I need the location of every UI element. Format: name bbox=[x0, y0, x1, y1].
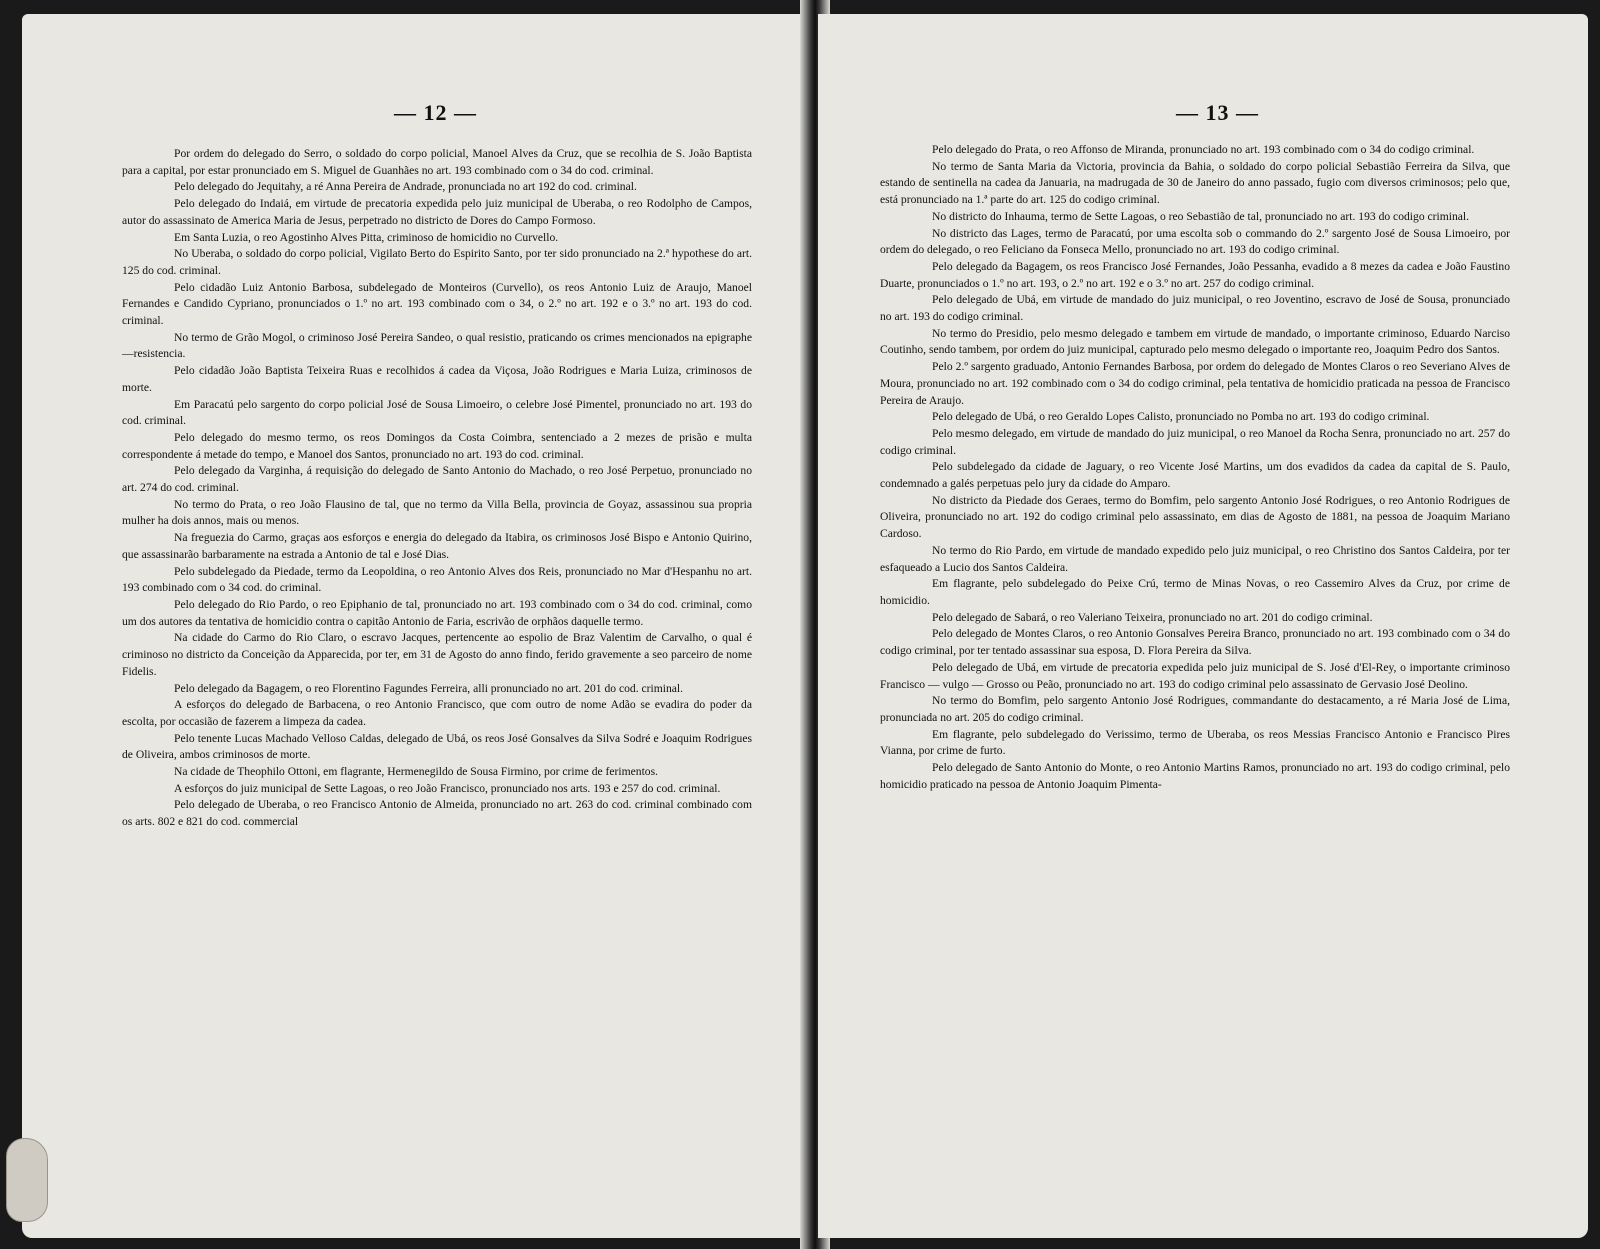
right-page bbox=[818, 14, 1588, 1238]
paragraph: Pelo subdelegado da Piedade, termo da Leopoldina, o reo Antonio Alves dos Reis, pronunciado no Mar d'Hespanhu no art. 193 combinado com o 34 cod. do criminal. bbox=[122, 564, 752, 595]
left-page bbox=[22, 14, 810, 1238]
paragraph: Pelo cidadão João Baptista Teixeira Ruas e recolhidos á cadea da Viçosa, João Rodrigues e Maria Luiza, criminosos de morte. bbox=[122, 364, 752, 394]
paragraph: Pelo delegado de Sabará, o reo Valeriano Teixeira, pronunciado no art. 201 do codigo criminal. bbox=[932, 610, 1373, 624]
paragraph: Em Santa Luzia, o reo Agostinho Alves Pitta, criminoso de homicidio no Curvello. bbox=[174, 230, 559, 244]
paragraph: A esforços do juiz municipal de Sette Lagoas, o reo João Francisco, pronunciado nos arts. 193 e 257 do cod. criminal. bbox=[174, 781, 721, 795]
paragraph: Pelo mesmo delegado, em virtude de mandado do juiz municipal, o reo Manoel da Rocha Senra, pronunciado no art. 257 do codigo criminal. bbox=[880, 426, 1510, 457]
paragraph: No districto do Inhauma, termo de Sette Lagoas, o reo Sebastião de tal, pronunciado no art. 193 do codigo criminal. bbox=[932, 209, 1470, 223]
right-page-body bbox=[880, 143, 1510, 793]
paragraph: Pelo delegado do Indaiá, em virtude de precatoria expedida pelo juiz municipal de Uberaba, o reo Rodolpho de Campos, autor do assassinato de America Maria de Jesus, perpetrado no districto de Dores do Campo Formoso. bbox=[122, 197, 752, 227]
paragraph: No termo do Presidio, pelo mesmo delegado e tambem em virtude de mandado, o importante criminoso, Eduardo Narciso Coutinho, sendo tambem, por ordem do juiz municipal, capturado pelo mesmo delegado o importante reo, Joaquim Pedro dos Santos. bbox=[880, 326, 1510, 357]
thumb-image bbox=[6, 1138, 48, 1222]
paragraph: A esforços do delegado de Barbacena, o reo Antonio Francisco, que com outro de nome Adão se evadira do poder da escolta, por occasião de fazerem a limpeza da cadea. bbox=[122, 698, 752, 728]
paragraph: No termo de Santa Maria da Victoria, provincia da Bahia, o soldado do corpo policial Sebastião Ferreira da Silva, que estando de sentinella na cadea da Januaria, na madrugada de 30 de Janeiro do anno passado, fugio com diversos criminosos; pelo que, está pronunciado na 1.ª parte do art. 125 do codigo criminal. bbox=[880, 159, 1510, 207]
paragraph: Pelo delegado da Varginha, á requisição do delegado de Santo Antonio do Machado, o reo José Perpetuo, pronunciado no art. 274 do cod. criminal. bbox=[122, 464, 752, 495]
paragraph: No districto das Lages, termo de Paracatú, por uma escolta sob o commando do 2.º sargento José de Sousa Limoeiro, por ordem do delegado, o reo Feliciano da Fonseca Mello, pronunciado no art. 193 do codigo criminal. bbox=[880, 226, 1510, 257]
paragraph: Pelo delegado de Ubá, em virtude de precatoria expedida pelo juiz municipal de S. José d'El-Rey, o importante criminoso Francisco — vulgo — Grosso ou Peão, pronunciado no art. 193 do codigo criminal pelo assassinato de Gervasio José Deolino. bbox=[880, 660, 1510, 691]
paragraph: Pelo delegado do mesmo termo, os reos Domingos da Costa Coimbra, sentenciado a 2 mezes de prisão e multa correspondente á metade do tempo, e Manoel dos Santos, pronunciado no art. 193 do cod. criminal. bbox=[122, 430, 752, 461]
paragraph: Pelo delegado da Bagagem, o reo Florentino Fagundes Ferreira, alli pronunciado no art. 201 do cod. criminal. bbox=[174, 681, 684, 695]
paragraph: No districto da Piedade dos Geraes, termo do Bomfim, pelo sargento Antonio José Rodrigues, o reo Antonio Rodrigues de Oliveira, pronunciado no art. 192 do codigo criminal pelo assassinato, em dias de Agosto de 1881, na pessoa de Joaquim Mariano Cardoso. bbox=[880, 493, 1510, 541]
paragraph: Na cidade do Carmo do Rio Claro, o escravo Jacques, pertencente ao espolio de Braz Valentim de Carvalho, o qual é criminoso no districto da Conceição da Apparecida, por ter, em 31 de Agosto do anno findo, ferido gravemente a seo parceiro de nome Fidelis. bbox=[122, 631, 752, 678]
paragraph: Pelo tenente Lucas Machado Velloso Caldas, delegado de Ubá, os reos José Gonsalves da Silva Sodré e Joaquim Rodrigues de Oliveira, ambos criminosos de morte. bbox=[122, 731, 752, 762]
page-number-right: — 13 — bbox=[1176, 100, 1259, 125]
left-page-body bbox=[122, 146, 752, 831]
paragraph: Pelo delegado de Santo Antonio do Monte, o reo Antonio Martins Ramos, pronunciado no art. 193 do codigo criminal, pelo homicidio praticado na pessoa de Antonio Joaquim Pimenta- bbox=[880, 761, 1510, 791]
paragraph: Na cidade de Theophilo Ottoni, em flagrante, Hermenegildo de Sousa Firmino, por crime de ferimentos. bbox=[174, 765, 659, 779]
paragraph: No termo do Prata, o reo João Flausino de tal, que no termo da Villa Bella, provincia de Goyaz, assassinou sua propria mulher ha dois annos, mais ou menos. bbox=[122, 497, 752, 528]
paragraph: Pelo delegado de Ubá, em virtude de mandado do juiz municipal, o reo Joventino, escravo de José de Sousa, pronunciado no art. 193 do codigo criminal. bbox=[880, 293, 1510, 324]
paragraph: Pelo delegado de Uberaba, o reo Francisco Antonio de Almeida, pronunciado no art. 263 do cod. criminal combinado com os arts. 802 e 821 do cod. commercial bbox=[122, 798, 752, 829]
paragraph: Pelo delegado de Ubá, o reo Geraldo Lopes Calisto, pronunciado no Pomba no art. 193 do codigo criminal. bbox=[932, 410, 1430, 424]
paragraph: Pelo delegado de Montes Claros, o reo Antonio Gonsalves Pereira Branco, pronunciado no art. 193 combinado com o 34 do codigo criminal, por ter tentado assassinar sua esposa, D. Flora Pereira da Silva. bbox=[880, 627, 1510, 658]
paragraph: Pelo delegado do Prata, o reo Affonso de Miranda, pronunciado no art. 193 combinado com o 34 do codigo criminal. bbox=[932, 143, 1475, 156]
paragraph: Pelo delegado da Bagagem, os reos Francisco José Fernandes, João Pessanha, evadido a 8 mezes da cadea e João Faustino Duarte, pronunciados o 1.º no art. 193, o 2.º no art. 192 e o 3.º no art. 257 do codigo criminal. bbox=[880, 259, 1510, 290]
paragraph: Na freguezia do Carmo, graças aos esforços e energia do delegado da Itabira, os criminosos José Bispo e Antonio Quirino, que assassinarão barbaramente na estrada a Antonio de tal e José Dias. bbox=[122, 531, 752, 561]
page-number-left: — 12 — bbox=[394, 100, 477, 125]
paragraph: Em flagrante, pelo subdelegado do Peixe Crú, termo de Minas Novas, o reo Cassemiro Alves da Cruz, por crime de homicidio. bbox=[880, 577, 1510, 607]
paragraph: Em Paracatú pelo sargento do corpo policial José de Sousa Limoeiro, o celebre José Pimentel, pronunciado no art. 193 do cod. criminal. bbox=[122, 397, 752, 428]
paragraph: Pelo cidadão Luiz Antonio Barbosa, subdelegado de Monteiros (Curvello), os reos Antonio Luiz de Araujo, Manoel Fernandes e Candido Cypriano, pronunciados o 1.º no art. 193 combinado com o 34, o 2.º no art. 192 e o 3.º no art. 193 do cod. criminal. bbox=[122, 280, 752, 328]
paragraph: Pelo delegado do Rio Pardo, o reo Epiphanio de tal, pronunciado no art. 193 combinado com o 34 do cod. criminal, como um dos autores da tentativa de homicidio contra o capitão Antonio de Faria, escrivão de orphãos daquelle termo. bbox=[122, 597, 752, 628]
paragraph: No termo do Bomfim, pelo sargento Antonio José Rodrigues, commandante do destacamento, a ré Maria José de Lima, pronunciada no art. 205 do codigo criminal. bbox=[880, 694, 1510, 724]
paragraph: Por ordem do delegado do Serro, o soldado do corpo policial, Manoel Alves da Cruz, que se recolhia de S. João Baptista para a capital, por estar pronunciado em S. Miguel de Guanhães no art. 193 combinado com o 34 do cod. criminal. bbox=[122, 147, 752, 177]
paragraph: No termo de Grão Mogol, o criminoso José Pereira Sandeo, o qual resistio, praticando os crimes mencionados na epigraphe—resistencia. bbox=[122, 330, 752, 361]
paragraph: No termo do Rio Pardo, em virtude de mandado expedido pelo juiz municipal, o reo Christino dos Santos Caldeira, por ter esfaqueado a Lucio dos Santos Caldeira. bbox=[880, 543, 1510, 574]
paragraph: Em flagrante, pelo subdelegado do Verissimo, termo de Uberaba, os reos Messias Francisco Antonio e Francisco Pires Vianna, por crime de furto. bbox=[880, 727, 1510, 758]
paragraph: Pelo 2.º sargento graduado, Antonio Fernandes Barbosa, por ordem do delegado de Montes Claros o reo Severiano Alves de Moura, pronunciado no art. 192 combinado com o 34 do codigo criminal, pela tentativa de homicidio praticada na pessoa de Francisco Pereira de Araujo. bbox=[880, 360, 1510, 407]
paragraph: Pelo subdelegado da cidade de Jaguary, o reo Vicente José Martins, um dos evadidos da cadea da capital de S. Paulo, condemnado a galés perpetuas pelo jury da cidade do Amparo. bbox=[880, 460, 1510, 491]
paragraph: No Uberaba, o soldado do corpo policial, Vigilato Berto do Espirito Santo, por ter sido pronunciado na 2.ª hypothese do art. 125 do cod. criminal. bbox=[122, 247, 752, 277]
paragraph: Pelo delegado do Jequitahy, a ré Anna Pereira de Andrade, pronunciada no art 192 do cod. criminal. bbox=[174, 180, 637, 194]
